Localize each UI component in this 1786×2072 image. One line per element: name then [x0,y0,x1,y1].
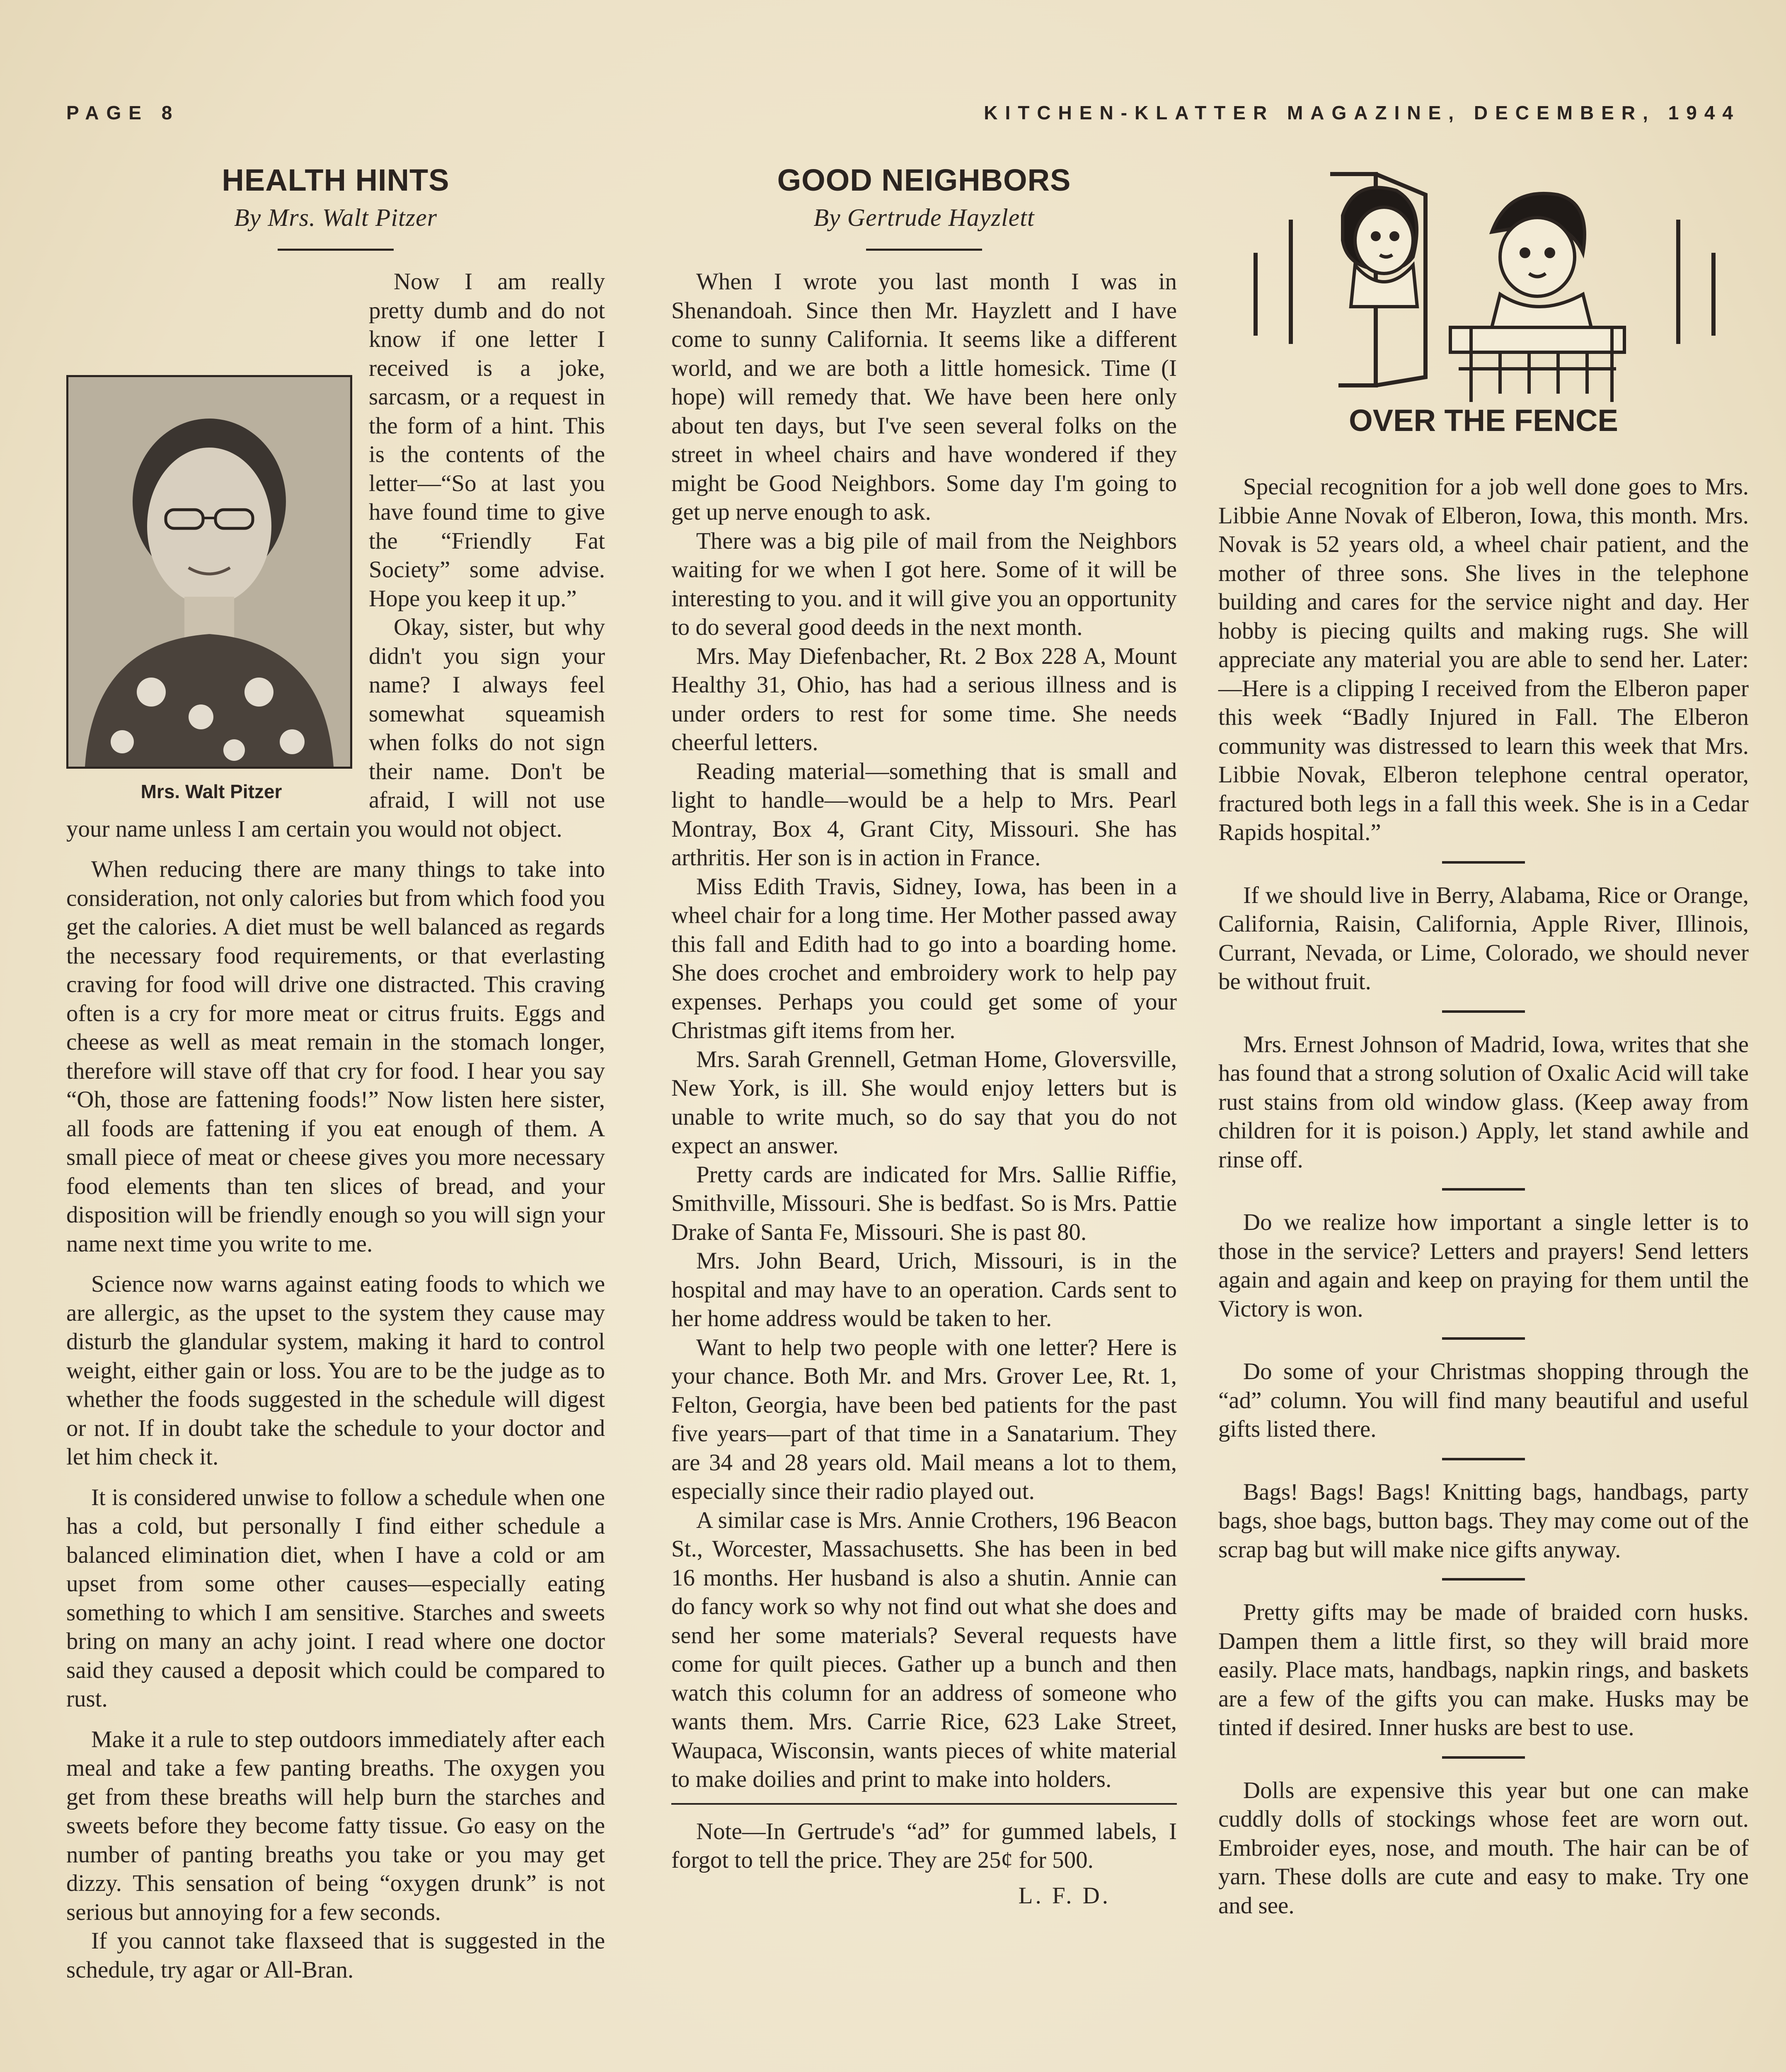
neighbors-paragraph-3: Mrs. May Diefenbacher, Rt. 2 Box 228 A, Mount Healthy 31, Ohio, has had a serious illness and is under orders to rest for some time. She needs cheerful letters. [671,643,1177,755]
over-the-fence-body [1218,472,1749,1920]
good-neighbors-title: GOOD NEIGHBORS [777,163,1071,197]
item-separator [1442,1756,1525,1759]
fence-item-5: Do some of your Christmas shopping through the “ad” column. You will find many beautiful and useful gifts listed there. [1218,1358,1749,1442]
fence-item-6: Bags! Bags! Bags! Knitting bags, handbags, party bags, shoe bags, button bags. They may come out of the scrap bag but will make nice gifts anyway. [1218,1479,1749,1563]
author-portrait [66,375,352,769]
health-paragraph-7: If you cannot take flaxseed that is suggested in the schedule, try agar or All-Bran. [66,1928,605,1983]
neighbors-paragraph-1: When I wrote you last month I was in Shenandoah. Since then Mr. Hayzlett and I have come to sunny California. It seems like a different world, and we are both a little homesick. Time (I hope) will remedy that. We have been here only about ten days, but I've seen several folks on the street in wheel chairs and have wondered if they might be Good Neighbors. Some day I'm going to get up nerve enough to ask. [671,269,1177,525]
fence-item-4: Do we realize how important a single letter is to those in the service? Letters and prayers! Send letters again and again and keep on praying for them until the Victory is won. [1218,1209,1749,1322]
neighbors-paragraph-7: Pretty cards are indicated for Mrs. Sallie Riffie, Smithville, Missouri. She is bedfast. So is Mrs. Pattie Drake of Santa Fe, Missouri. She is past 80. [671,1161,1177,1245]
page-number: PAGE 8 [66,102,180,123]
fence-item-3: Mrs. Ernest Johnson of Madrid, Iowa, writes that she has found that a strong solution of Oxalic Acid will take rust stains from old window glass. (Keep away from children for it is poison.) Apply, let stand awhile and rinse off. [1218,1031,1749,1173]
signoff-initials: L. F. D. [1018,1882,1111,1909]
item-separator [1442,861,1525,864]
neighbors-paragraph-9: Want to help two people with one letter? Here is your chance. Both Mr. and Mrs. Grover Lee, Rt. 1, Felton, Georgia, have been bed patients for the past five years—part of that time in a Sanatarium. They are 34 and 28 years old. Mail means a lot to them, especially since their radio played out. [671,1334,1177,1504]
neighbors-paragraph-2: There was a big pile of mail from the Neighbors waiting for we when I got here. Some of it will be interesting to you. and it will give you an opportunity to do several good deeds in the next month. [671,528,1177,640]
fence-item-7: Pretty gifts may be made of braided corn husks. Dampen them a little first, so they will braid more easily. Place mats, handbags, napkin rings, and baskets are a few of the gifts you can make. Husks may be tinted if desired. Inner husks are best to use. [1218,1599,1749,1740]
over-the-fence-title: OVER THE FENCE [1349,403,1618,438]
running-header [66,102,1740,126]
fence-item-8: Dolls are expensive this year but one can make cuddly dolls of stockings whose feet are worn out. Embroider eyes, nose, and mouth. The hair can be of yarn. These dolls are cute and easy to make. Try one and see. [1218,1777,1749,1919]
portrait-illustration [68,377,350,767]
item-separator [1442,1458,1525,1460]
magazine-title-date: KITCHEN-KLATTER MAGAZINE, DECEMBER, 1944 [984,102,1740,123]
health-paragraph-6: Make it a rule to step outdoors immediately after each meal and take a few panting breaths. The oxygen you get from these breaths will help burn the starches and sweets before they become fatty tissue. Go easy on the number of panting breaths you take or you may get dizzy. This sensation of being “oxygen drunk” is not serious but annoying for a few seconds. [66,1726,605,1925]
neighbors-paragraph-10: A similar case is Mrs. Annie Crothers, 196 Beacon St., Worcester, Massachusetts. She has been in bed 16 months. Her husband is also a shutin. Annie can do fancy work so why not find out what she does and send her some materials? Several requests have come for quilt pieces. Gather up a bunch and then watch this column for an address of someone who wants them. Mrs. Carrie Rice, 623 Lake Street, Waupaca, Wisconsin, wants pieces of white material to make doilies and print to make into holders. [671,1507,1177,1792]
photo-caption: Mrs. Walt Pitzer [140,781,282,802]
item-separator [1442,1337,1525,1340]
note-separator [671,1803,1177,1805]
health-paragraph-1: Now I am really pretty dumb and do not know if one letter I received is a joke, sarcasm, or a request in the form of a hint. This is the contents of the letter—“So at last you have found time to give the “Friendly Fat Society” some advise. Hope you keep it up.” [369,269,605,612]
health-paragraph-4: Science now warns against eating foods to which we are allergic, as the upset to the system they cause may disturb the glandular system, making it hard to control weight, either gain or loss. You are to be the judge as to whether the foods suggested in the schedule will digest or not. If in doubt take the schedule to your doctor and let him check it. [66,1271,605,1470]
health-paragraph-5: It is considered unwise to follow a schedule when one has a cold, but personally I find either schedule a balanced elimination diet, when I have a cold or am upset from some other causes—especially eating something to which I am sensitive. Starches and sweets bring on many an achy joint. I read where one doctor said they caused a deposit which could be compared to rust. [66,1484,605,1712]
item-separator [1442,1578,1525,1581]
two-women-over-fence-drawing [1218,162,1749,410]
health-hints-column [66,162,605,1984]
title-rule [278,249,394,251]
good-neighbors-body [671,267,1177,1909]
neighbors-paragraph-8: Mrs. John Beard, Urich, Missouri, is in the hospital and may have to an operation. Cards sent to her home address would be taken to her. [671,1248,1177,1331]
neighbors-paragraph-5: Miss Edith Travis, Sidney, Iowa, has been in a wheel chair for a long time. Her Mother passed away this fall and Edith had to go into a boarding home. She does crochet and embroidery work to help pay expenses. Perhaps you could get some of your Christmas gift items from her. [671,873,1177,1043]
health-hints-title: HEALTH HINTS [222,163,450,197]
title-rule [866,249,982,251]
health-hints-body [66,267,605,1984]
health-paragraph-2: Okay, sister, but why didn't you sign your name? I always feel somewhat squeamish when folks do not sign their name. Don't be afraid, I will not use your name unless I am certain you would not object. [66,614,605,842]
neighbors-paragraph-6: Mrs. Sarah Grennell, Getman Home, Gloversville, New York, is ill. She would enjoy letters but is unable to write much, so do say that you do not expect an answer. [671,1046,1177,1159]
good-neighbors-column [671,162,1177,1909]
fence-item-1: Special recognition for a job well done goes to Mrs. Libbie Anne Novak of Elberon, Iowa, this month. Mrs. Novak is 52 years old, a wheel chair patient, and the mother of three sons. She lives in the telephone building and cares for the service night and day. Her hobby is piecing quilts and making rugs. She will appreciate any material you are able to send her. Later:—Here is a clipping I received from the Elberon paper this week “Badly Injured in Fall. The Elberon community was distressed to learn this week that Mrs. Libbie Novak, Elberon telephone central operator, fractured both legs in a fall this week. She is in a Cedar Rapids hospital.” [1218,474,1749,845]
health-paragraph-3: When reducing there are many things to take into consideration, not only calories but from which food you get the calories. A diet must be well balanced as regards the necessary food requirements, or that everlasting craving for food will drive one distracted. This craving often is a cry for more meat or citrus fruits. Eggs and cheese as well as meat remain in the stomach longer, therefore will stave off that cry for food. I hear you say “Oh, those are fattening foods!” Now listen here sister, all foods are fattening if you eat enough of them. A small piece of meat or cheese gives you more necessary food elements than ten slices of bread, and your disposition will be friendly enough so you will sign your name next time you write to me. [66,856,605,1257]
item-separator [1442,1010,1525,1013]
health-hints-byline: By Mrs. Walt Pitzer [234,204,438,231]
fence-illustration [1218,162,1749,410]
neighbors-paragraph-4: Reading material—something that is small and light to handle—would be a help to Mrs. Pearl Montray, Box 4, Grant City, Missouri. She has arthritis. Her son is in action in France. [671,758,1177,871]
neighbors-note: Note—In Gertrude's “ad” for gummed labels, I forgot to tell the price. They are 25¢ for 500. [671,1818,1177,1873]
over-the-fence-column [1218,162,1749,1920]
fence-item-2: If we should live in Berry, Alabama, Rice or Orange, California, Raisin, California, Apple River, Illinois, Currant, Nevada, or Lime, Colorado, we should never be without fruit. [1218,882,1749,995]
author-photo-frame [66,375,356,803]
item-separator [1442,1188,1525,1191]
good-neighbors-byline: By Gertrude Hayzlett [813,204,1035,231]
